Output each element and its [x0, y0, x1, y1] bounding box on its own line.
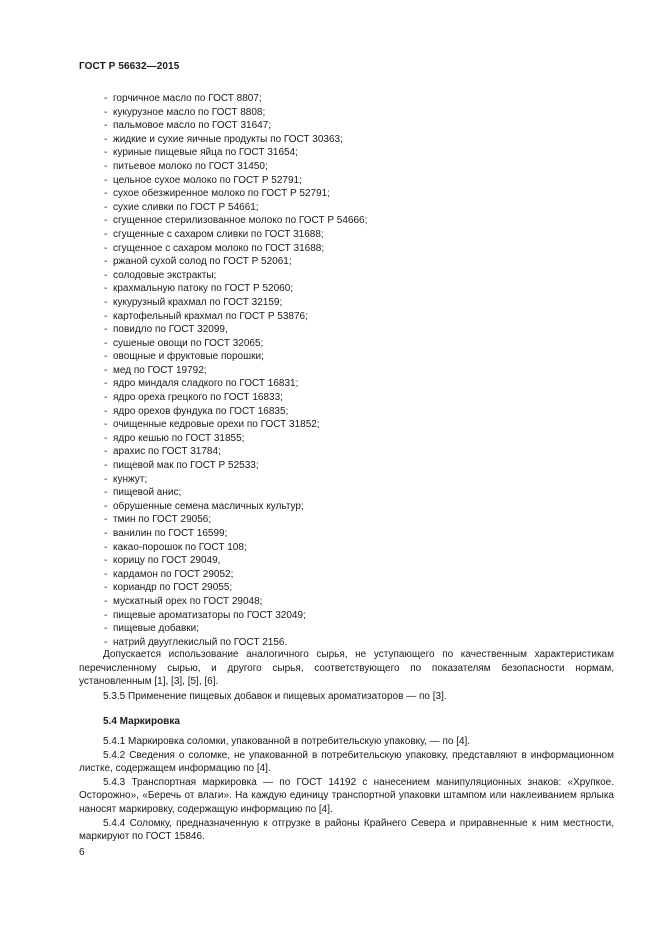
list-item	[104, 527, 367, 541]
paragraph-5-4-2: 5.4.2 Сведения о соломке, не упакованной в потребительскую упаковку, представляют в информационном листке, содержащем информацию по [4].	[79, 749, 614, 775]
list-dash: -	[104, 133, 108, 145]
list-item	[104, 174, 367, 188]
list-item-text: ржаной сухой солод по ГОСТ Р 52061;	[113, 256, 292, 268]
list-item-text: какао-порошок по ГОСТ 108;	[113, 541, 247, 553]
list-item	[104, 350, 367, 364]
list-item-text: ванилин по ГОСТ 16599;	[113, 528, 228, 539]
list-item-text: ядро орехов фундука по ГОСТ 16835;	[113, 405, 289, 417]
list-dash: -	[104, 487, 108, 499]
list-dash: -	[104, 242, 108, 254]
list-item-text: мускатный орех по ГОСТ 29048;	[113, 595, 263, 607]
list-item-text: ядро ореха грецкого по ГОСТ 16833;	[113, 392, 283, 404]
list-item-text: жидкие и сухие яичные продукты по ГОСТ 30363;	[113, 133, 343, 145]
list-item	[104, 541, 367, 555]
list-dash: -	[104, 296, 108, 308]
list-item	[104, 187, 367, 201]
list-item-text: картофельный крахмал по ГОСТ Р 53876;	[113, 310, 308, 322]
paragraph-5-3-5: 5.3.5 Применение пищевых добавок и пищевых ароматизаторов — по [3].	[103, 690, 447, 702]
list-item-text: сгущенные с сахаром сливки по ГОСТ 31688;	[113, 228, 324, 240]
list-item	[104, 323, 367, 337]
list-item-text: мед по ГОСТ 19792;	[113, 364, 207, 376]
list-item	[104, 228, 367, 242]
list-item-text: горчичное масло по ГОСТ 8807;	[113, 93, 262, 104]
section-heading-5-4: 5.4 Маркировка	[103, 716, 180, 728]
paragraph-allowed-substitutes: Допускается использование аналогичного сырья, не уступающего по качественным характеристикам перечисленному сырью, и другого сырья, соответствующего по показателям безопасности нормам, установленным [1], [3], [5], [6].	[79, 649, 614, 688]
list-dash: -	[104, 500, 108, 512]
list-item-text: обрушенные семена масличных культур;	[113, 500, 304, 512]
list-item-text: повидло по ГОСТ 32099,	[113, 324, 228, 336]
list-dash: -	[104, 120, 108, 132]
list-item	[104, 459, 367, 473]
list-item-text: сгущенное стерилизованное молоко по ГОСТ Р 54666;	[113, 215, 368, 227]
list-item	[104, 146, 367, 160]
list-dash: -	[104, 541, 108, 553]
list-item	[104, 255, 367, 269]
list-item-text: корицу по ГОСТ 29049,	[113, 555, 221, 567]
list-item-text: цельное сухое молоко по ГОСТ Р 52791;	[113, 174, 302, 186]
list-item	[104, 337, 367, 351]
list-dash: -	[104, 256, 108, 268]
list-item	[104, 92, 367, 106]
list-item	[104, 405, 367, 419]
list-item-text: сухое обезжиренное молоко по ГОСТ Р 52791;	[113, 188, 330, 200]
list-item-text: солодовые экстракты;	[113, 269, 217, 281]
list-item-text: пищевые ароматизаторы по ГОСТ 32049;	[113, 609, 306, 621]
list-item-text: овощные и фруктовые порошки;	[113, 351, 264, 363]
list-item	[104, 133, 367, 147]
list-dash: -	[104, 106, 108, 118]
list-item	[104, 486, 367, 500]
list-item-text: очищенные кедровые орехи по ГОСТ 31852;	[113, 419, 320, 431]
list-dash: -	[104, 364, 108, 376]
list-dash: -	[104, 636, 108, 648]
list-item-text: пищевые добавки;	[113, 623, 200, 635]
paragraph-5-4-4: 5.4.4 Соломку, предназначенную к отгрузке в районы Крайнего Севера и приравненные к ним местности, маркируют по ГОСТ 15846.	[79, 817, 614, 843]
list-dash: -	[104, 228, 108, 240]
list-dash: -	[104, 174, 108, 186]
list-dash: -	[104, 595, 108, 607]
list-item-text: тмин по ГОСТ 29056;	[113, 514, 212, 526]
list-item	[104, 445, 367, 459]
list-item	[104, 364, 367, 378]
list-item-text: куриные пищевые яйца по ГОСТ 31654;	[113, 147, 298, 159]
list-item-text: натрий двууглекислый по ГОСТ 2156.	[113, 636, 288, 648]
list-dash: -	[104, 555, 108, 567]
list-item	[104, 242, 367, 256]
list-item	[104, 377, 367, 391]
paragraph-5-4-1: 5.4.1 Маркировка соломки, упакованной в потребительскую упаковку, — по [4].	[103, 735, 471, 747]
list-dash: -	[104, 269, 108, 281]
list-item	[104, 310, 367, 324]
list-item	[104, 418, 367, 432]
list-dash: -	[104, 351, 108, 363]
list-item-text: кукурузное масло по ГОСТ 8808;	[113, 106, 266, 118]
list-dash: -	[104, 623, 108, 635]
list-dash: -	[104, 419, 108, 431]
list-dash: -	[104, 582, 108, 594]
list-dash: -	[104, 405, 108, 417]
list-dash: -	[104, 514, 108, 526]
page-number: 6	[79, 847, 85, 858]
document-header: ГОСТ Р 56632—2015	[79, 61, 180, 72]
list-item-text: ядро кешью по ГОСТ 31855;	[113, 432, 245, 444]
list-item-text: кунжут;	[113, 473, 148, 485]
list-item-text: пищевой анис;	[113, 487, 182, 499]
list-item-text: питьевое молоко по ГОСТ 31450;	[113, 160, 268, 172]
list-dash: -	[104, 147, 108, 159]
list-item	[104, 622, 367, 636]
list-item	[104, 609, 367, 623]
list-item-text: кукурузный крахмал по ГОСТ 32159;	[113, 296, 283, 308]
list-item-text: сушеные овощи по ГОСТ 32065;	[113, 337, 264, 349]
list-dash: -	[104, 215, 108, 227]
list-item	[104, 568, 367, 582]
list-item	[104, 500, 367, 514]
list-item	[104, 473, 367, 487]
list-dash: -	[104, 188, 108, 200]
list-dash: -	[104, 446, 108, 458]
list-dash: -	[104, 310, 108, 322]
list-dash: -	[104, 568, 108, 580]
list-item-text: сухие сливки по ГОСТ Р 54661;	[113, 201, 259, 213]
list-item	[104, 595, 367, 609]
list-item	[104, 160, 367, 174]
list-item-text: арахис по ГОСТ 31784;	[113, 446, 221, 458]
list-item-text: пищевой мак по ГОСТ Р 52533;	[113, 460, 259, 472]
list-item	[104, 106, 367, 120]
list-item	[104, 119, 367, 133]
list-item	[104, 432, 367, 446]
list-item-text: кориандр по ГОСТ 29055;	[113, 582, 233, 594]
list-item	[104, 554, 367, 568]
list-item	[104, 214, 367, 228]
list-dash: -	[104, 528, 108, 539]
list-item	[104, 513, 367, 527]
list-item	[104, 391, 367, 405]
list-dash: -	[104, 337, 108, 349]
list-dash: -	[104, 473, 108, 485]
list-dash: -	[104, 460, 108, 472]
list-item-text: крахмальную патоку по ГОСТ Р 52060;	[113, 283, 294, 295]
paragraph-5-4-3: 5.4.3 Транспортная маркировка — по ГОСТ 14192 с нанесением манипуляционных знаков: «Хрупкое. Осторожно», «Беречь от влаги». На каждую единицу транспортной упаковки штампом или наклеиванием ярлыка наносят маркировку, содержащую информацию по [4].	[79, 776, 614, 815]
list-item	[104, 282, 367, 296]
list-item-text: кардамон по ГОСТ 29052;	[113, 568, 234, 580]
list-item-text: сгущенное с сахаром молоко по ГОСТ 31688;	[113, 242, 325, 254]
list-dash: -	[104, 93, 108, 104]
list-item	[104, 581, 367, 595]
list-item	[104, 296, 367, 310]
list-dash: -	[104, 378, 108, 390]
list-dash: -	[104, 201, 108, 213]
list-dash: -	[104, 324, 108, 336]
list-item	[104, 201, 367, 215]
text-block	[79, 648, 614, 844]
list-item	[104, 269, 367, 283]
list-dash: -	[104, 283, 108, 295]
list-dash: -	[104, 160, 108, 172]
list-dash: -	[104, 432, 108, 444]
list-dash: -	[104, 609, 108, 621]
list-item-text: пальмовое масло по ГОСТ 31647;	[113, 120, 272, 132]
list-dash: -	[104, 392, 108, 404]
list-item-text: ядро миндаля сладкого по ГОСТ 16831;	[113, 378, 299, 390]
ingredient-list	[104, 92, 367, 649]
